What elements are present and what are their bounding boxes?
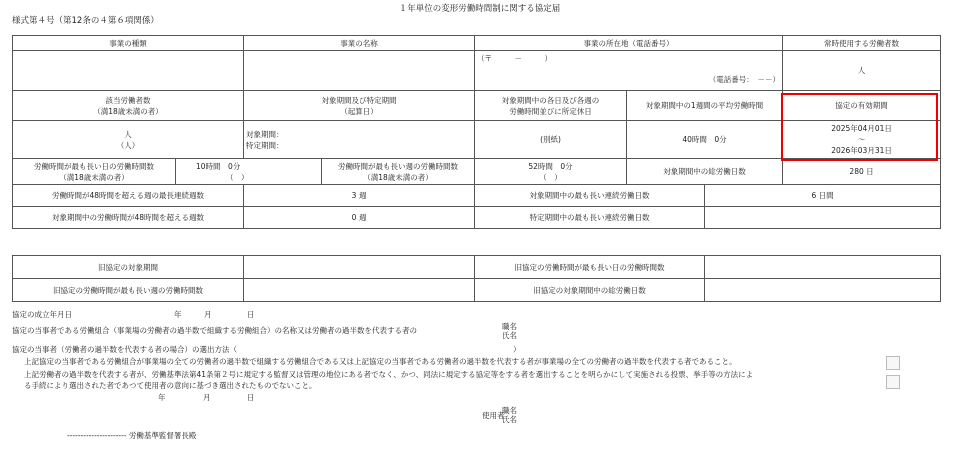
old-total-days-field[interactable]	[705, 279, 941, 302]
confirmation-text-1: 上記協定の当事者である労働組合が事業場の全ての労働者の過半数で組織する労働組合である又は上記協定の当事者である労働者の過半数を代表する者が事業場の全ての労働者の過半数を代表する者であること。	[24, 357, 737, 366]
business-name-field[interactable]	[244, 51, 475, 91]
employer-label: 使用者	[482, 411, 505, 420]
form-title: １年単位の変形労働時間制に関する協定届	[398, 4, 561, 14]
submission-month: 月	[203, 393, 211, 402]
employer-name-label: 氏名	[502, 415, 517, 424]
validity-period-value: 2025年04月01日 ～ 2026年03月31日	[783, 121, 941, 159]
work-hours-attachment: (別紙)	[475, 121, 627, 159]
header-consecutive-48h-weeks: 労働時間が48時間を超える週の最長連続週数	[13, 185, 244, 207]
business-location-field[interactable]	[475, 51, 783, 91]
specific-consecutive-days-field[interactable]	[705, 207, 941, 229]
postal-code: （〒 － ）	[477, 54, 552, 63]
average-weekly-hours-value: 40時間 0分	[627, 121, 783, 159]
longest-week-hours-value: 52時間 0分 （ ）	[475, 159, 627, 185]
header-old-total-days: 旧協定の対象期間中の総労働日数	[475, 279, 705, 302]
header-weeks-over-48h: 対象期間中の労働時間が48時間を超える週数	[13, 207, 244, 229]
phone-number: （電話番号： －－）	[708, 75, 781, 84]
header-total-work-days: 対象期間中の総労働日数	[627, 159, 783, 185]
header-average-weekly-hours: 対象期間中の1週間の平均労働時間	[627, 91, 783, 121]
header-longest-week-hours: 労働時間が最も長い週の労働時間数 （満18歳未満の者）	[322, 159, 475, 185]
previous-agreement-table	[12, 255, 941, 302]
header-old-longest-day: 旧協定の労働時間が最も長い日の労働時間数	[475, 256, 705, 279]
confirmation-text-2a: 上記労働者の過半数を代表する者が、労働基準法第41条第２号に規定する監督又は管理の地位にある者でなく、かつ、同法に規定する協定等をする者を選出することを明らかにして実施される投票、挙手等の方法によ	[24, 370, 754, 379]
consecutive-48h-weeks-value: 3 週	[244, 185, 475, 207]
agreement-day: 日	[247, 310, 255, 319]
longest-day-hours-value: 10時間 0分 （ ）	[176, 159, 322, 185]
validity-period-highlight	[781, 93, 938, 161]
header-validity-period: 協定の有効期間	[783, 91, 941, 121]
old-longest-day-field[interactable]	[705, 256, 941, 279]
union-title-label: 職名	[502, 322, 517, 331]
agreement-date-label: 協定の成立年月日	[12, 310, 72, 319]
header-old-period: 旧協定の対象期間	[13, 256, 244, 279]
header-work-hours-holidays: 対象期間中の各日及び各週の 労働時間並びに所定休日	[475, 91, 627, 121]
selection-method-line: 協定の当事者（労働者の過半数を代表する者の場合）の選出方法（	[12, 345, 237, 354]
header-longest-consecutive-days: 対象期間中の最も長い連続労働日数	[475, 185, 705, 207]
target-period-field[interactable]: 対象期間： 特定期間：	[244, 121, 475, 159]
weeks-over-48h-value: 0 週	[244, 207, 475, 229]
old-period-field[interactable]	[244, 256, 475, 279]
target-workers-field[interactable]: 人 （人）	[13, 121, 244, 159]
employer-title-label: 職名	[502, 406, 517, 415]
header-specific-consecutive-days: 特定期間中の最も長い連続労働日数	[475, 207, 705, 229]
longest-consecutive-days-value: 6 日間	[705, 185, 941, 207]
agreement-year: 年	[174, 310, 182, 319]
header-business-name: 事業の名称	[244, 36, 475, 51]
submission-day: 日	[247, 393, 255, 402]
header-business-type: 事業の種類	[13, 36, 244, 51]
confirmation-checkbox-2[interactable]	[886, 375, 900, 389]
submission-year: 年	[158, 393, 166, 402]
selection-method-close: ）	[513, 345, 521, 354]
header-worker-count: 常時使用する労働者数	[783, 36, 941, 51]
labor-office-addressee: ---------------------- 労働基準監督署長殿	[67, 431, 197, 440]
header-longest-day-hours: 労働時間が最も長い日の労働時間数 （満18歳未満の者）	[13, 159, 176, 185]
union-representative-line: 協定の当事者である労働組合（事業場の労働者の過半数で組織する労働組合）の名称又は労働者の過半数を代表する者の	[12, 326, 417, 335]
union-name-label: 氏名	[502, 331, 517, 340]
confirmation-checkbox-1[interactable]	[886, 356, 900, 370]
confirmation-text-2b: る手続により選出された者であつて使用者の意向に基づき選出されたものでないこと。	[24, 381, 317, 390]
agreement-month: 月	[204, 310, 212, 319]
worker-unit: 人	[857, 66, 866, 75]
worker-count-field[interactable]	[783, 51, 941, 91]
header-target-workers: 該当労働者数 （満18歳未満の者）	[13, 91, 244, 121]
business-type-field[interactable]	[13, 51, 244, 91]
header-target-period: 対象期間及び特定期間 （起算日）	[244, 91, 475, 121]
form-number: 様式第４号（第12条の４第６項関係）	[12, 16, 159, 26]
header-business-location: 事業の所在地（電話番号）	[475, 36, 783, 51]
header-old-longest-week: 旧協定の労働時間が最も長い週の労働時間数	[13, 279, 244, 302]
old-longest-week-field[interactable]	[244, 279, 475, 302]
total-work-days-value: 280 日	[783, 159, 941, 185]
